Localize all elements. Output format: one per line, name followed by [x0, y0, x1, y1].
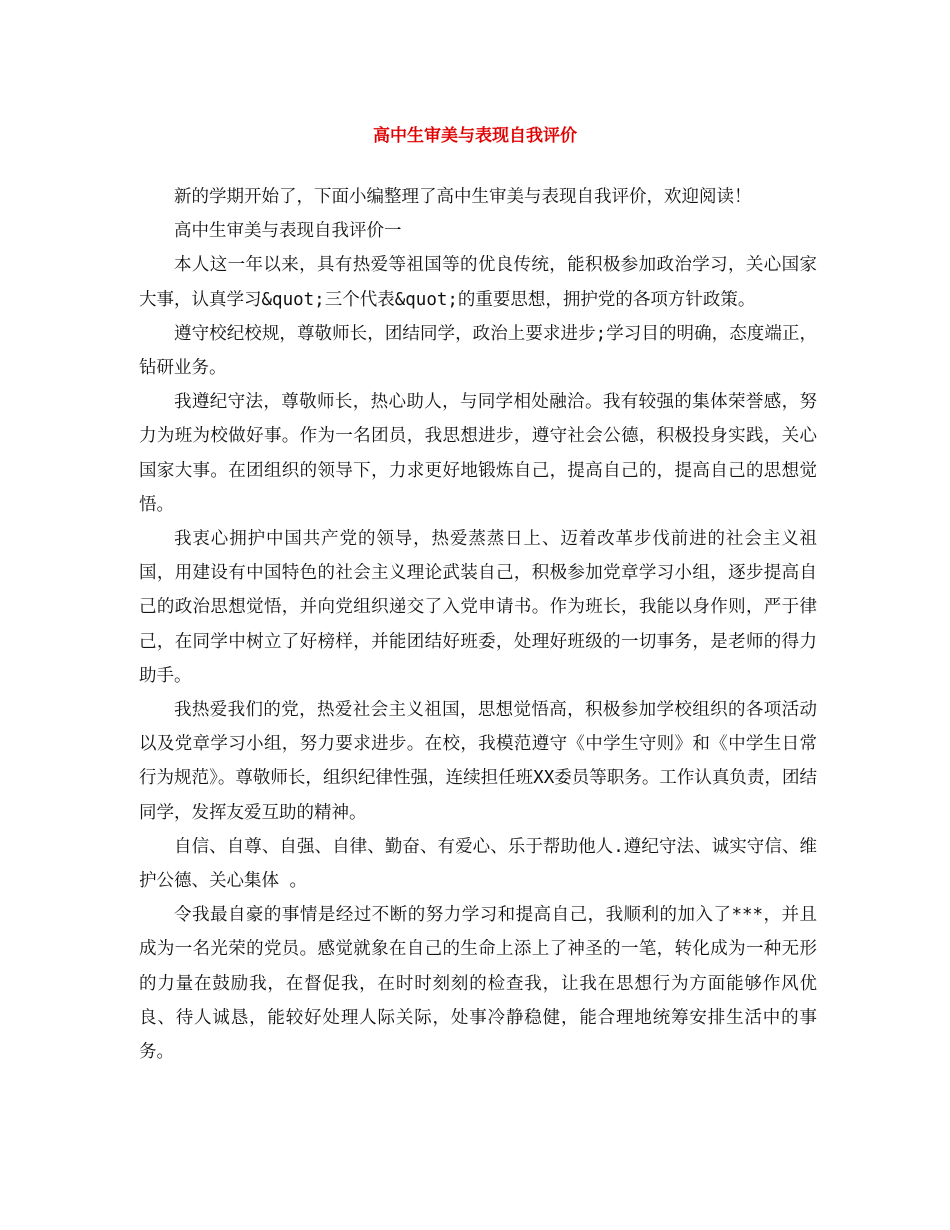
document-title: 高中生审美与表现自我评价 [373, 126, 577, 146]
paragraph-intro: 新的学期开始了，下面小编整理了高中生审美与表现自我评价，欢迎阅读！ [174, 187, 752, 207]
paragraph: 我热爱我们的党，热爱社会主义祖国，思想觉悟高，积极参加学校组织的各项活动以及党章学习小组，努力要求进步。在校，我模范遵守《中学生守则》和《中学生日常行为规范》。尊敬师长，组织纪律性强，连续担任班XX委员等职务。工作认真负责，团结同学，发挥友爱互助的精神。 [139, 700, 817, 823]
paragraph: 自信、自尊、自强、自律、勤奋、有爱心、乐于帮助他人.遵纪守法、诚实守信、维护公德、关心集体 。 [139, 836, 817, 892]
paragraph: 我遵纪守法，尊敬师长，热心助人，与同学相处融洽。我有较强的集体荣誉感，努力为班为校做好事。作为一名团员，我思想进步，遵守社会公德，积极投身实践，关心国家大事。在团组织的领导下，力求更好地锻炼自己，提高自己的，提高自己的思想觉悟。 [139, 392, 817, 515]
paragraph: 本人这一年以来，具有热爱等祖国等的优良传统，能积极参加政治学习，关心国家大事，认真学习&quot;三个代表&quot;的重要思想，拥护党的各项方针政策。 [139, 255, 817, 310]
paragraph: 遵守校纪校规，尊敬师长，团结同学，政治上要求进步;学习目的明确，态度端正，钻研业务。 [139, 323, 817, 379]
paragraph: 我衷心拥护中国共产党的领导，热爱蒸蒸日上、迈着改革步伐前进的社会主义祖国，用建设有中国特色的社会主义理论武装自己，积极参加党章学习小组，逐步提高自己的政治思想觉悟，并向党组织递交了入党申请书。作为班长，我能以身作则，严于律己，在同学中树立了好榜样，并能团结好班委，处理好班级的一切事务，是老师的得力助手。 [139, 529, 817, 686]
paragraph: 令我最自豪的事情是经过不断的努力学习和提高自己，我顺利的加入了***，并且成为一名光荣的党员。感觉就象在自己的生命上添上了神圣的一笔，转化成为一种无形的力量在鼓励我，在督促我，在时时刻刻的检查我，让我在思想行为方面能够作风优良、待人诚恳，能较好处理人际关际，处事冷静稳健，能合理地统筹安排生活中的事务。 [139, 905, 817, 1063]
paragraph-subheading: 高中生审美与表现自我评价一 [174, 221, 402, 242]
document-body [139, 180, 817, 1069]
